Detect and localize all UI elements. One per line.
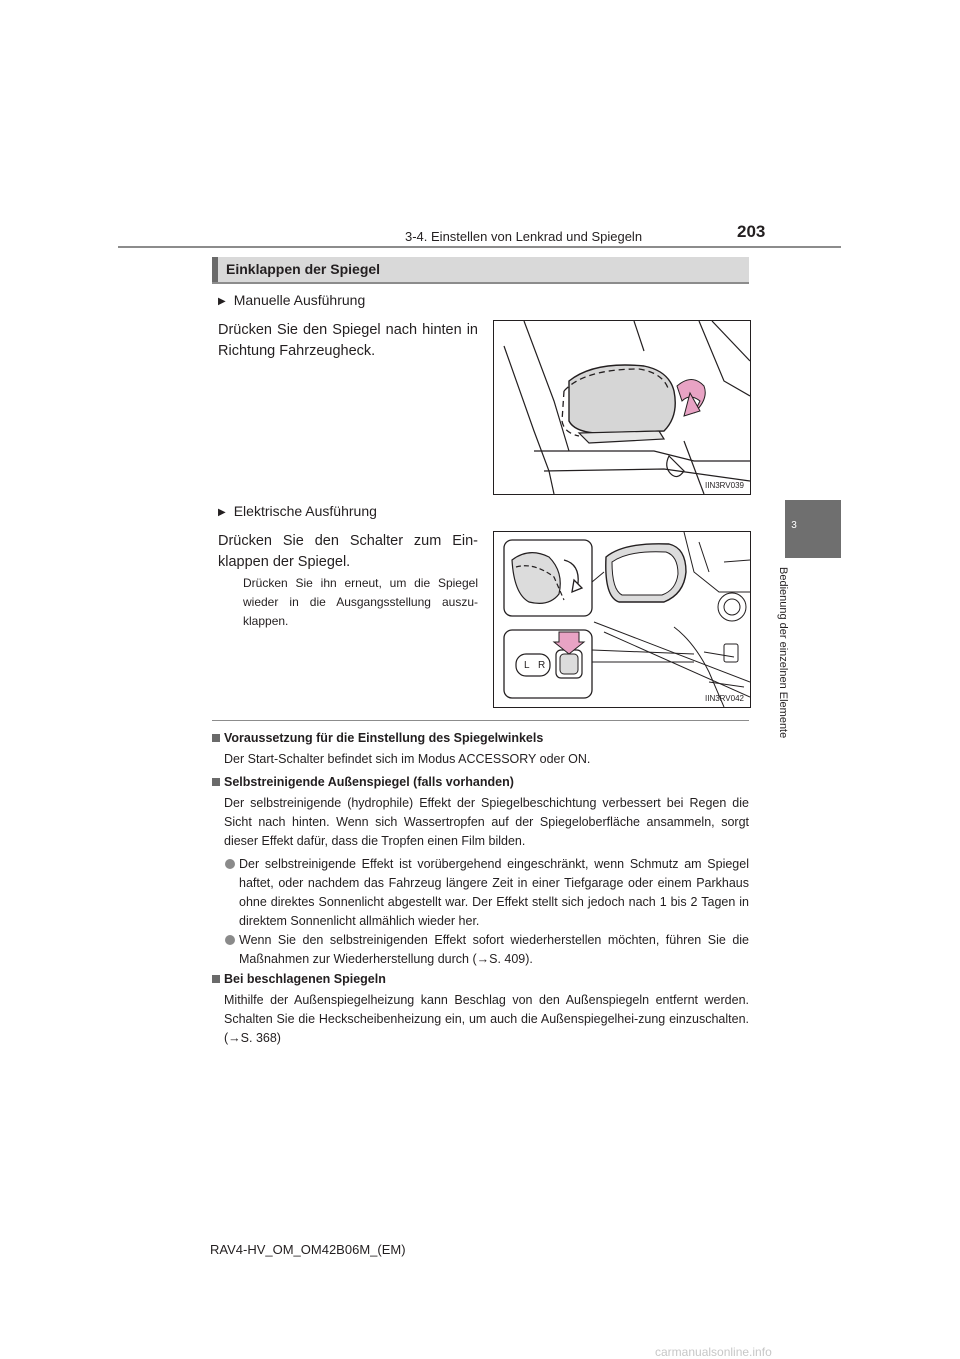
- note-bullet-selfcleaning-1: Der selbstreinigende Effekt ist vorübergehend eingeschränkt, wenn Schmutz am Spiegel haftet, oder nachdem das Fahrzeug längere Zeit in einer Tiefgarage oder einem Parkhaus ohne direktes Sonnenlicht abgestellt war. Der Effekt stellt sich jedoch nach 1 bis 2 Tagen in direktem Sonnenlicht allmählich wieder her.: [239, 857, 749, 928]
- manual-mirror-figure: [493, 320, 751, 495]
- header-section-title: 3-4. Einstellen von Lenkrad und Spiegeln: [405, 229, 643, 244]
- notes-divider: [212, 720, 749, 721]
- electric-figure-code: IIN3RV042: [705, 694, 744, 703]
- manual-heading: Manuelle Ausführung: [233, 292, 366, 308]
- note-text-fogged: Mithilfe der Außenspiegelheizung kann Beschlag von den Außenspiegeln entfernt werden. Schalten Sie die Heckscheibenheizung ein, um auch die Außenspiegelhei-zung einzuschalten. (→S. 368): [224, 993, 749, 1045]
- square-bullet-icon: [212, 778, 220, 786]
- electric-note: Drücken Sie ihn erneut, um die Spiegel wieder in die Ausgangsstellung auszu-klappen.: [243, 576, 478, 628]
- manual-mirror-illustration: [494, 321, 750, 494]
- manual-instruction: Drücken Sie den Spiegel nach hinten in Richtung Fahrzeugheck.: [218, 322, 478, 359]
- triangle-bullet-icon: ▶: [218, 507, 226, 518]
- square-bullet-icon: [212, 975, 220, 983]
- electric-heading: Elektrische Ausführung: [233, 503, 377, 519]
- chapter-number: 3: [791, 520, 797, 531]
- electric-instruction: Drücken Sie den Schalter zum Ein-klappen der Spiegel.: [218, 533, 478, 570]
- note-heading-text: Bei beschlagenen Spiegeln: [224, 972, 386, 986]
- electric-subheading: [218, 503, 377, 519]
- header-divider: [118, 246, 841, 248]
- switch-right-label: R: [538, 660, 546, 671]
- watermark: carmanualsonline.info: [655, 1345, 772, 1359]
- note-heading-text: Selbstreinigende Außenspiegel (falls vorhanden): [224, 775, 514, 789]
- section-heading-bar: [212, 257, 749, 284]
- triangle-bullet-icon: ▶: [218, 296, 226, 307]
- section-bar-accent: [212, 257, 218, 282]
- note-text-angle: Der Start-Schalter befindet sich im Modus ACCESSORY oder ON.: [224, 752, 591, 766]
- note-bullet-selfcleaning-2: Wenn Sie den selbstreinigenden Effekt sofort wiederherstellen möchten, führen Sie die Maßnahmen zur Wiederherstellung durch (→S. 409).: [239, 933, 749, 966]
- note-text-selfcleaning: Der selbstreinigende (hydrophile) Effekt der Spiegelbeschichtung verbessert bei Regen die Sicht nach hinten. Wenn sich Wassertropfen auf der Spiegeloberfläche ansammeln, sorgt dieser Effekt dafür, dass die Tropfen einen Film bilden.: [224, 796, 749, 848]
- manual-figure-code: IIN3RV039: [705, 481, 744, 490]
- note-heading-fogged: [212, 972, 386, 986]
- footer-document-code: RAV4-HV_OM_OM42B06M_(EM): [210, 1242, 406, 1257]
- section-title: Einklappen der Spiegel: [226, 261, 381, 277]
- switch-left-label: L: [524, 660, 530, 671]
- note-heading-angle: [212, 731, 543, 745]
- chapter-label-text: Bedienung der einzelnen Elemente: [777, 567, 789, 739]
- chapter-label: [777, 567, 797, 777]
- note-heading-text: Voraussetzung für die Einstellung des Spiegelwinkels: [224, 731, 544, 745]
- circle-bullet-icon: [225, 935, 235, 945]
- manual-subheading: [218, 292, 365, 308]
- note-heading-selfcleaning: [212, 775, 514, 789]
- electric-mirror-illustration: [494, 532, 750, 707]
- page-number: 203: [737, 222, 766, 241]
- electric-mirror-figure: [493, 531, 751, 708]
- square-bullet-icon: [212, 734, 220, 742]
- circle-bullet-icon: [225, 859, 235, 869]
